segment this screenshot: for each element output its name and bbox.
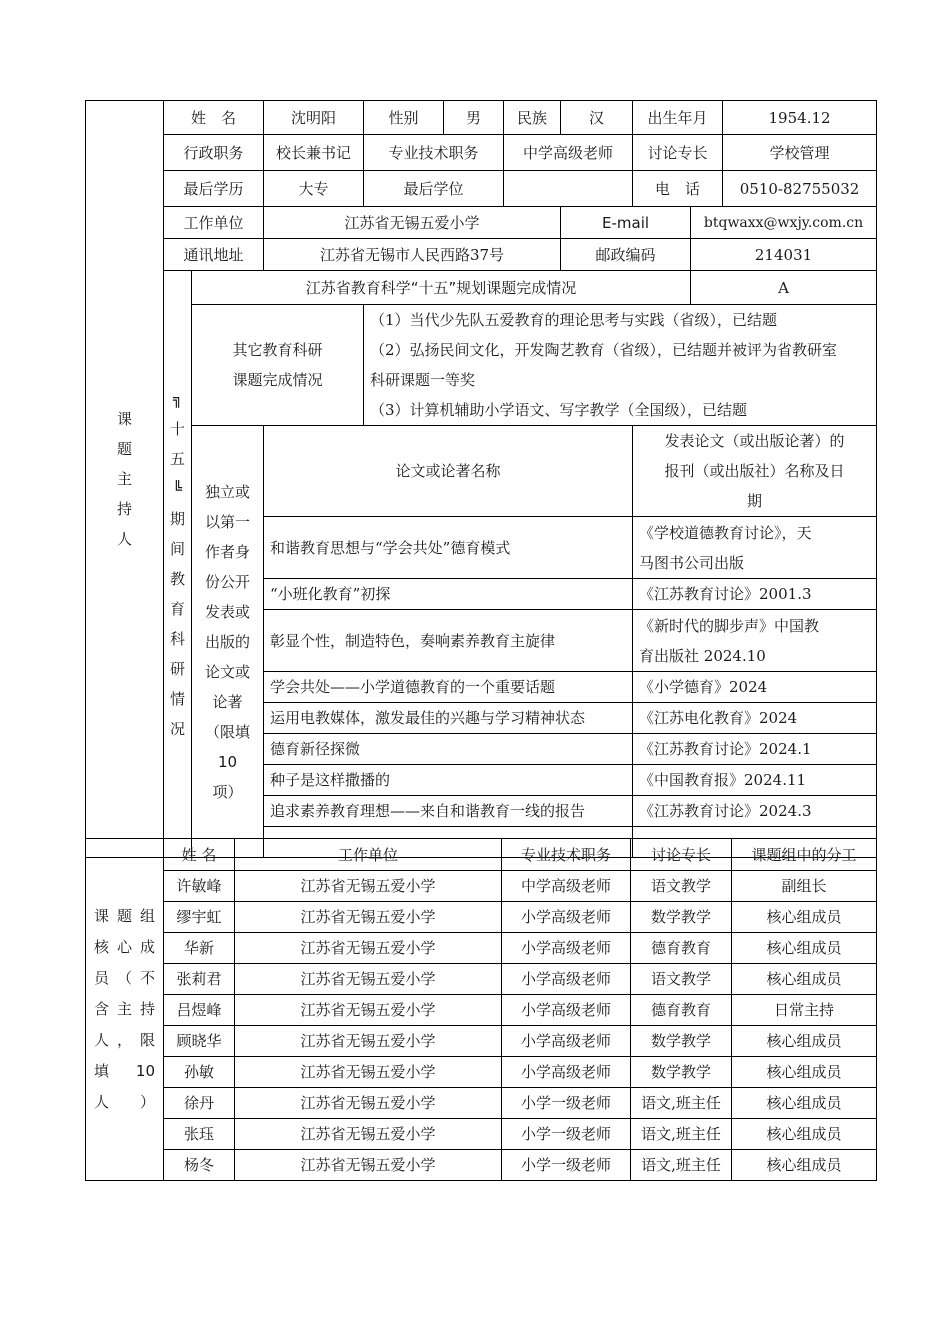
papers-header-pub-line2: 报刊（或出版社）名称及日 — [664, 462, 845, 480]
name-value: 沈明阳 — [264, 101, 364, 135]
member-specialty: 语文,班主任 — [631, 1150, 732, 1181]
papers-side-line: 10 — [217, 752, 238, 771]
period-label-char: 科 — [169, 630, 185, 648]
papers-side-line: 以第一 — [205, 512, 251, 531]
name-label: 姓 名 — [164, 101, 264, 135]
member-title: 小学高级老师 — [502, 902, 631, 933]
other-topic-4: （3）计算机辅助小学语文、写字教学（全国级），已结题 — [370, 401, 748, 419]
member-title: 小学一级老师 — [502, 1150, 631, 1181]
member-name: 张莉君 — [164, 964, 235, 995]
paper-title: 学会共处——小学道德教育的一个重要话题 — [264, 672, 633, 703]
members-section-label — [86, 839, 164, 1181]
member-name: 吕煜峰 — [164, 995, 235, 1026]
members-section-line: 课题组 — [94, 907, 155, 925]
period-label-char: ╚ — [172, 480, 183, 498]
paper-publication — [633, 610, 877, 672]
members-section-line: 填 10 — [94, 1062, 155, 1080]
birth-label: 出生年月 — [633, 101, 723, 135]
other-topic-2: （2）弘扬民间文化，开发陶艺教育（省级），已结题并被评为省教研室 — [370, 341, 838, 359]
provincial-topic-value: A — [691, 271, 877, 305]
member-role: 核心组成员 — [732, 1057, 877, 1088]
employer-label: 工作单位 — [164, 207, 264, 239]
period-label-char: 十 — [169, 420, 185, 438]
address-value: 江苏省无锡市人民西路37号 — [264, 239, 561, 271]
period-label-char: 间 — [169, 540, 185, 558]
papers-side-line: 论著 — [212, 692, 243, 711]
host-section-char: 主 — [116, 470, 132, 488]
papers-side-text — [192, 477, 263, 807]
member-role: 核心组成员 — [732, 902, 877, 933]
period-label-char: 五 — [169, 450, 185, 468]
papers-side-line: 发表或 — [205, 602, 251, 621]
period-label-char: 期 — [169, 510, 185, 528]
members-section-line: 含主持 — [94, 1000, 155, 1018]
member-name: 张珏 — [164, 1119, 235, 1150]
host-section-char: 持 — [116, 500, 132, 518]
papers-side-line: 份公开 — [205, 572, 251, 591]
member-role: 核心组成员 — [732, 933, 877, 964]
paper-pub-line: 育出版社 2024.10 — [639, 646, 766, 665]
other-topics-list — [364, 305, 877, 426]
member-employer: 江苏省无锡五爱小学 — [235, 902, 502, 933]
postcode-label: 邮政编码 — [561, 239, 691, 271]
email-label: E-mail — [561, 207, 691, 239]
tech-title-value: 中学高级老师 — [504, 135, 633, 171]
members-section-line: 人，限 — [94, 1031, 155, 1049]
member-role: 核心组成员 — [732, 1026, 877, 1057]
papers-side-line: （限填 — [205, 722, 251, 741]
paper-publication: 《江苏电化教育》2024 — [633, 703, 877, 734]
research-period-label — [164, 271, 192, 858]
table-row — [86, 1150, 877, 1181]
member-name: 徐丹 — [164, 1088, 235, 1119]
member-name: 孙敏 — [164, 1057, 235, 1088]
member-employer: 江苏省无锡五爱小学 — [235, 964, 502, 995]
papers-side-line: 出版的 — [205, 632, 251, 651]
member-name: 杨冬 — [164, 1150, 235, 1181]
papers-header-publication — [633, 426, 877, 517]
other-topics-label-line1: 其它教育科研 — [232, 341, 323, 359]
member-employer: 江苏省无锡五爱小学 — [235, 1119, 502, 1150]
papers-header-pub-line3: 期 — [747, 492, 763, 510]
host-research-table — [85, 100, 877, 858]
period-label-char: 况 — [169, 720, 185, 738]
members-section-line: 人） — [94, 1093, 155, 1111]
member-title: 小学高级老师 — [502, 933, 631, 964]
member-specialty: 数学教学 — [631, 1057, 732, 1088]
member-specialty: 语文教学 — [631, 871, 732, 902]
members-section-text — [94, 901, 155, 1118]
education-label: 最后学历 — [164, 171, 264, 207]
paper-title: 德育新径探微 — [264, 734, 633, 765]
member-specialty: 德育教育 — [631, 933, 732, 964]
admin-title-value: 校长兼书记 — [264, 135, 364, 171]
paper-publication: 《小学德育》2024 — [633, 672, 877, 703]
table-row — [86, 1026, 877, 1057]
specialty-value: 学校管理 — [723, 135, 877, 171]
host-section-char: 人 — [116, 530, 132, 548]
paper-title: 彰显个性，制造特色，奏响素养教育主旋律 — [264, 610, 633, 672]
phone-label: 电 话 — [633, 171, 723, 207]
member-name: 缪宇虹 — [164, 902, 235, 933]
papers-header-title: 论文或论著名称 — [264, 426, 633, 517]
member-role: 核心组成员 — [732, 1088, 877, 1119]
paper-pub-line: 《学校道德教育讨论》，天 — [639, 523, 812, 542]
paper-publication: 《江苏教育讨论》2024.3 — [633, 796, 877, 827]
paper-title: 和谐教育思想与“学会共处”德育模式 — [264, 517, 633, 579]
period-label-char: 研 — [169, 660, 185, 678]
member-role: 核心组成员 — [732, 1150, 877, 1181]
postcode-value: 214031 — [691, 239, 877, 271]
members-header-employer: 工作单位 — [235, 839, 502, 871]
paper-pub-line: 《新时代的脚步声》中国教 — [639, 616, 820, 635]
other-topics-label-line2: 课题完成情况 — [232, 371, 323, 389]
member-role: 核心组成员 — [732, 1119, 877, 1150]
gender-value: 男 — [444, 101, 504, 135]
host-section-label-text — [117, 404, 133, 554]
period-label-char: 育 — [169, 600, 185, 618]
members-header-name: 姓 名 — [164, 839, 235, 871]
email-value: btqwaxx@wxjy.com.cn — [691, 207, 877, 239]
member-specialty: 语文教学 — [631, 964, 732, 995]
papers-side-label — [192, 426, 264, 858]
table-row — [86, 995, 877, 1026]
tech-title-label: 专业技术职务 — [364, 135, 504, 171]
member-title: 小学高级老师 — [502, 964, 631, 995]
degree-value — [504, 171, 633, 207]
member-specialty: 数学教学 — [631, 902, 732, 933]
member-specialty: 德育教育 — [631, 995, 732, 1026]
member-employer: 江苏省无锡五爱小学 — [235, 933, 502, 964]
member-employer: 江苏省无锡五爱小学 — [235, 995, 502, 1026]
paper-publication — [633, 517, 877, 579]
members-section-line: 员（不 — [94, 969, 155, 987]
paper-publication: 《中国教育报》2024.11 — [633, 765, 877, 796]
papers-header-pub-line1: 发表论文（或出版论著）的 — [664, 432, 845, 450]
members-table — [85, 838, 877, 1181]
paper-title: 种子是这样撒播的 — [264, 765, 633, 796]
members-header-specialty: 讨论专长 — [631, 839, 732, 871]
papers-side-line: 论文或 — [205, 662, 251, 681]
ethnicity-value: 汉 — [561, 101, 633, 135]
papers-side-line: 作者身 — [205, 542, 251, 561]
employer-value: 江苏省无锡五爱小学 — [264, 207, 561, 239]
paper-title: 运用电教媒体，激发最佳的兴趣与学习精神状态 — [264, 703, 633, 734]
ethnicity-label: 民族 — [504, 101, 561, 135]
member-employer: 江苏省无锡五爱小学 — [235, 1057, 502, 1088]
host-section-label — [86, 101, 164, 858]
education-value: 大专 — [264, 171, 364, 207]
paper-publication: 《江苏教育讨论》2001.3 — [633, 579, 877, 610]
other-topic-3: 科研课题一等奖 — [370, 371, 476, 389]
paper-pub-line: 马图书公司出版 — [639, 553, 745, 572]
other-topic-1: （1）当代少先队五爱教育的理论思考与实践（省级），已结题 — [370, 311, 778, 329]
table-row — [86, 1057, 877, 1088]
member-specialty: 语文,班主任 — [631, 1088, 732, 1119]
period-label-char: 教 — [169, 570, 185, 588]
specialty-label: 讨论专长 — [633, 135, 723, 171]
paper-title: “小班化教育”初探 — [264, 579, 633, 610]
phone-value: 0510-82755032 — [723, 171, 877, 207]
papers-side-line: 项） — [212, 782, 243, 801]
period-label-char: 情 — [169, 690, 185, 708]
paper-publication: 《江苏教育讨论》2024.1 — [633, 734, 877, 765]
members-header-role: 课题组中的分工 — [732, 839, 877, 871]
member-title: 小学一级老师 — [502, 1119, 631, 1150]
paper-title: 追求素养教育理想——来自和谐教育一线的报告 — [264, 796, 633, 827]
member-title: 小学高级老师 — [502, 1026, 631, 1057]
period-label-char: ╗ — [172, 390, 183, 408]
member-name: 许敏峰 — [164, 871, 235, 902]
members-header-title: 专业技术职务 — [502, 839, 631, 871]
member-role: 核心组成员 — [732, 964, 877, 995]
table-row — [86, 964, 877, 995]
gender-label: 性别 — [364, 101, 444, 135]
table-row — [86, 1088, 877, 1119]
member-employer: 江苏省无锡五爱小学 — [235, 1088, 502, 1119]
member-name: 华新 — [164, 933, 235, 964]
host-section-char: 题 — [116, 440, 132, 458]
member-title: 中学高级老师 — [502, 871, 631, 902]
table-row — [86, 871, 877, 902]
provincial-topic-label: 江苏省教育科学“十五”规划课题完成情况 — [192, 271, 691, 305]
member-employer: 江苏省无锡五爱小学 — [235, 871, 502, 902]
address-label: 通讯地址 — [164, 239, 264, 271]
member-employer: 江苏省无锡五爱小学 — [235, 1150, 502, 1181]
member-employer: 江苏省无锡五爱小学 — [235, 1026, 502, 1057]
table-row — [86, 902, 877, 933]
member-name: 顾晓华 — [164, 1026, 235, 1057]
papers-side-line: 独立或 — [205, 482, 251, 501]
degree-label: 最后学位 — [364, 171, 504, 207]
member-title: 小学高级老师 — [502, 995, 631, 1026]
table-row — [86, 1119, 877, 1150]
other-topics-label — [192, 305, 364, 426]
member-title: 小学高级老师 — [502, 1057, 631, 1088]
birth-value: 1954.12 — [723, 101, 877, 135]
member-title: 小学一级老师 — [502, 1088, 631, 1119]
host-section-char: 课 — [116, 410, 132, 428]
table-row — [86, 933, 877, 964]
member-role: 副组长 — [732, 871, 877, 902]
member-specialty: 语文,班主任 — [631, 1119, 732, 1150]
research-period-text — [164, 384, 191, 744]
members-section-line: 核心成 — [94, 938, 155, 956]
member-role: 日常主持 — [732, 995, 877, 1026]
member-specialty: 数学教学 — [631, 1026, 732, 1057]
admin-title-label: 行政职务 — [164, 135, 264, 171]
